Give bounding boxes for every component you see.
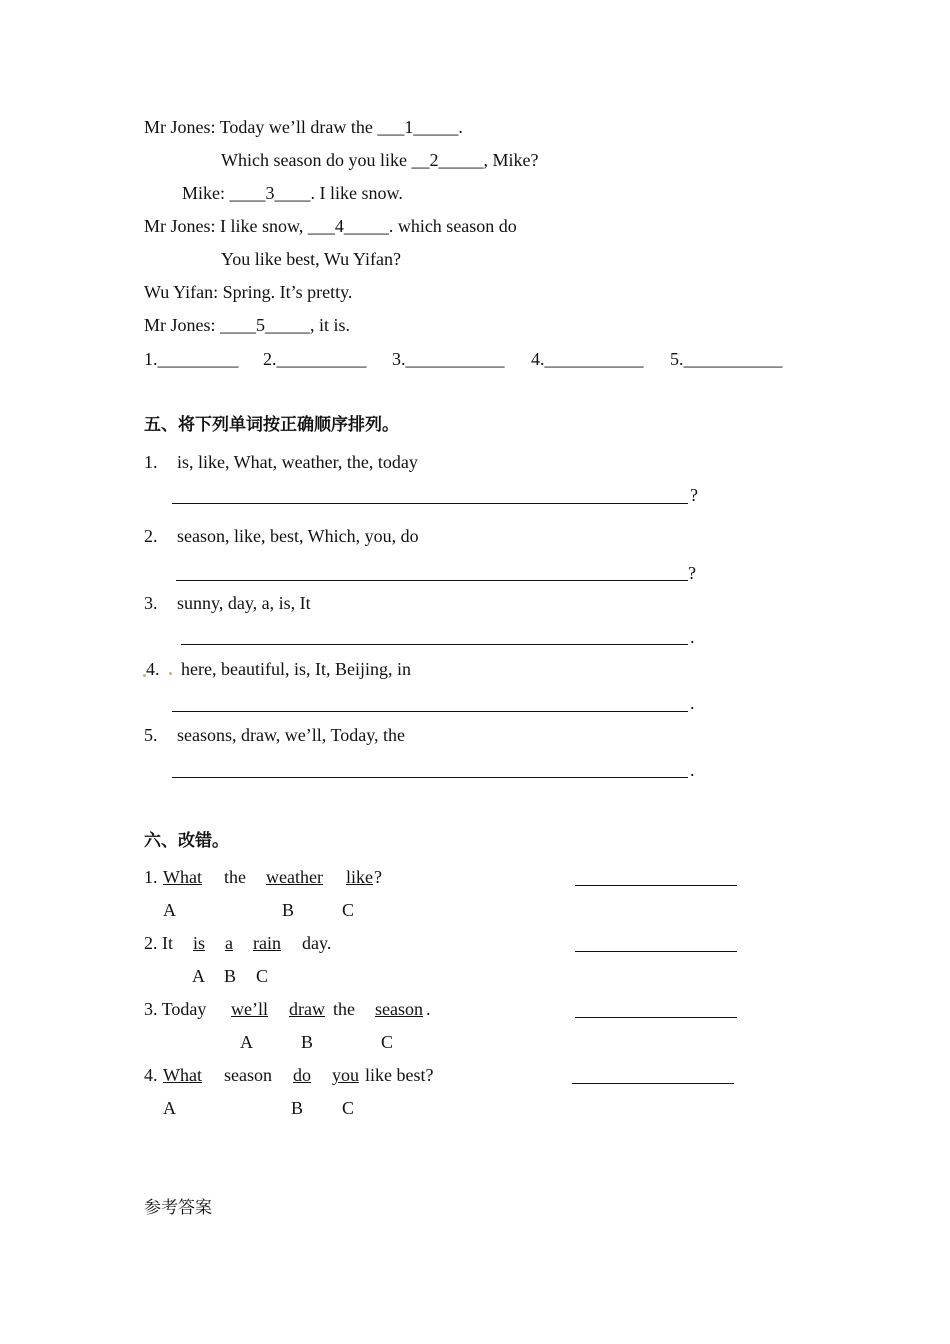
- error-q3-word: the: [333, 999, 355, 1019]
- error-q1-label-b: B: [282, 900, 295, 920]
- answers-title: 参考答案: [144, 1198, 212, 1218]
- error-q1-answer-line[interactable]: [575, 885, 737, 886]
- error-q1-word: the: [224, 867, 246, 887]
- answer-blank-5[interactable]: 5.___________: [670, 349, 783, 369]
- error-q4-word-a: What: [163, 1065, 202, 1085]
- reorder-num-2: 2.: [144, 526, 158, 546]
- reorder-answer-line-4[interactable]: [172, 711, 688, 712]
- error-q2-label-c: C: [256, 966, 269, 986]
- error-q3-label-c: C: [381, 1032, 394, 1052]
- section-5-title: 五、将下列单词按正确顺序排列。: [144, 415, 399, 435]
- reorder-words-5: seasons, draw, we’ll, Today, the: [177, 725, 406, 745]
- error-q4-rest: like best?: [365, 1065, 434, 1085]
- error-q4-number: 4.: [144, 1065, 158, 1085]
- section-6-title: 六、改错。: [144, 831, 229, 851]
- reorder-words-4: here, beautiful, is, It, Beijing, in: [181, 659, 411, 679]
- error-q1-number: 1.: [144, 867, 158, 887]
- error-q1-label-c: C: [342, 900, 355, 920]
- reorder-answer-line-2[interactable]: [176, 580, 688, 581]
- error-q2-label-a: A: [192, 966, 205, 986]
- error-q4-label-a: A: [163, 1098, 176, 1118]
- dialogue-line-4: Mr Jones: I like snow, ___4_____. which season do: [144, 216, 517, 236]
- error-q2-number: 2. It: [144, 933, 173, 953]
- error-q4-word-c: you: [332, 1065, 359, 1085]
- error-q3-label-b: B: [301, 1032, 314, 1052]
- error-q3-word-c: season: [375, 999, 423, 1019]
- answer-blank-4[interactable]: 4.___________: [531, 349, 644, 369]
- reorder-num-3: 3.: [144, 593, 158, 613]
- reorder-words-1: is, like, What, weather, the, today: [177, 452, 418, 472]
- reorder-num-4: 4.: [146, 659, 160, 679]
- error-q1-word-c: like: [346, 867, 373, 887]
- error-q3-number: 3. Today: [144, 999, 207, 1019]
- reorder-answer-line-5[interactable]: [172, 777, 688, 778]
- reorder-words-3: sunny, day, a, is, It: [177, 593, 311, 613]
- error-q1-end: ?: [374, 867, 382, 887]
- error-q4-word: season: [224, 1065, 272, 1085]
- answer-blank-2[interactable]: 2.__________: [263, 349, 367, 369]
- reorder-end-5: .: [690, 760, 695, 780]
- answer-blank-1[interactable]: 1._________: [144, 349, 239, 369]
- error-q2-word: day.: [302, 933, 332, 953]
- reorder-end-4: .: [690, 693, 695, 713]
- dialogue-line-3: Mike: ____3____. I like snow.: [182, 183, 403, 203]
- error-q4-answer-line[interactable]: [572, 1083, 734, 1084]
- error-q2-word-c: rain: [253, 933, 281, 953]
- error-q3-word-a: we’ll: [231, 999, 268, 1019]
- reorder-answer-line-1[interactable]: [172, 503, 688, 504]
- reorder-num-1: 1.: [144, 452, 158, 472]
- error-q4-label-c: C: [342, 1098, 355, 1118]
- reorder-answer-line-3[interactable]: [181, 644, 688, 645]
- dialogue-line-2: Which season do you like __2_____, Mike?: [221, 150, 539, 170]
- error-q4-word-b: do: [293, 1065, 311, 1085]
- dialogue-line-6: Wu Yifan: Spring. It’s pretty.: [144, 282, 353, 302]
- dialogue-line-1: Mr Jones: Today we’ll draw the ___1_____.: [144, 117, 463, 137]
- error-q2-answer-line[interactable]: [575, 951, 737, 952]
- error-q2-word-a: is: [193, 933, 206, 953]
- stray-mark-dot: [169, 672, 172, 675]
- reorder-end-2: ?: [688, 563, 696, 583]
- dialogue-line-7: Mr Jones: ____5_____, it is.: [144, 315, 351, 335]
- error-q3-word-b: draw: [289, 999, 325, 1019]
- error-q2-word-b: a: [225, 933, 233, 953]
- dialogue-line-5: You like best, Wu Yifan?: [221, 249, 401, 269]
- reorder-end-3: .: [690, 627, 695, 647]
- error-q1-label-a: A: [163, 900, 176, 920]
- error-q3-label-a: A: [240, 1032, 253, 1052]
- error-q1-word-a: What: [163, 867, 202, 887]
- error-q1-word-b: weather: [266, 867, 323, 887]
- reorder-num-5: 5.: [144, 725, 158, 745]
- error-q4-label-b: B: [291, 1098, 304, 1118]
- error-q2-label-b: B: [224, 966, 237, 986]
- error-q3-end: .: [426, 999, 431, 1019]
- reorder-words-2: season, like, best, Which, you, do: [177, 526, 419, 546]
- answer-blank-3[interactable]: 3.___________: [392, 349, 505, 369]
- reorder-end-1: ?: [690, 485, 698, 505]
- error-q3-answer-line[interactable]: [575, 1017, 737, 1018]
